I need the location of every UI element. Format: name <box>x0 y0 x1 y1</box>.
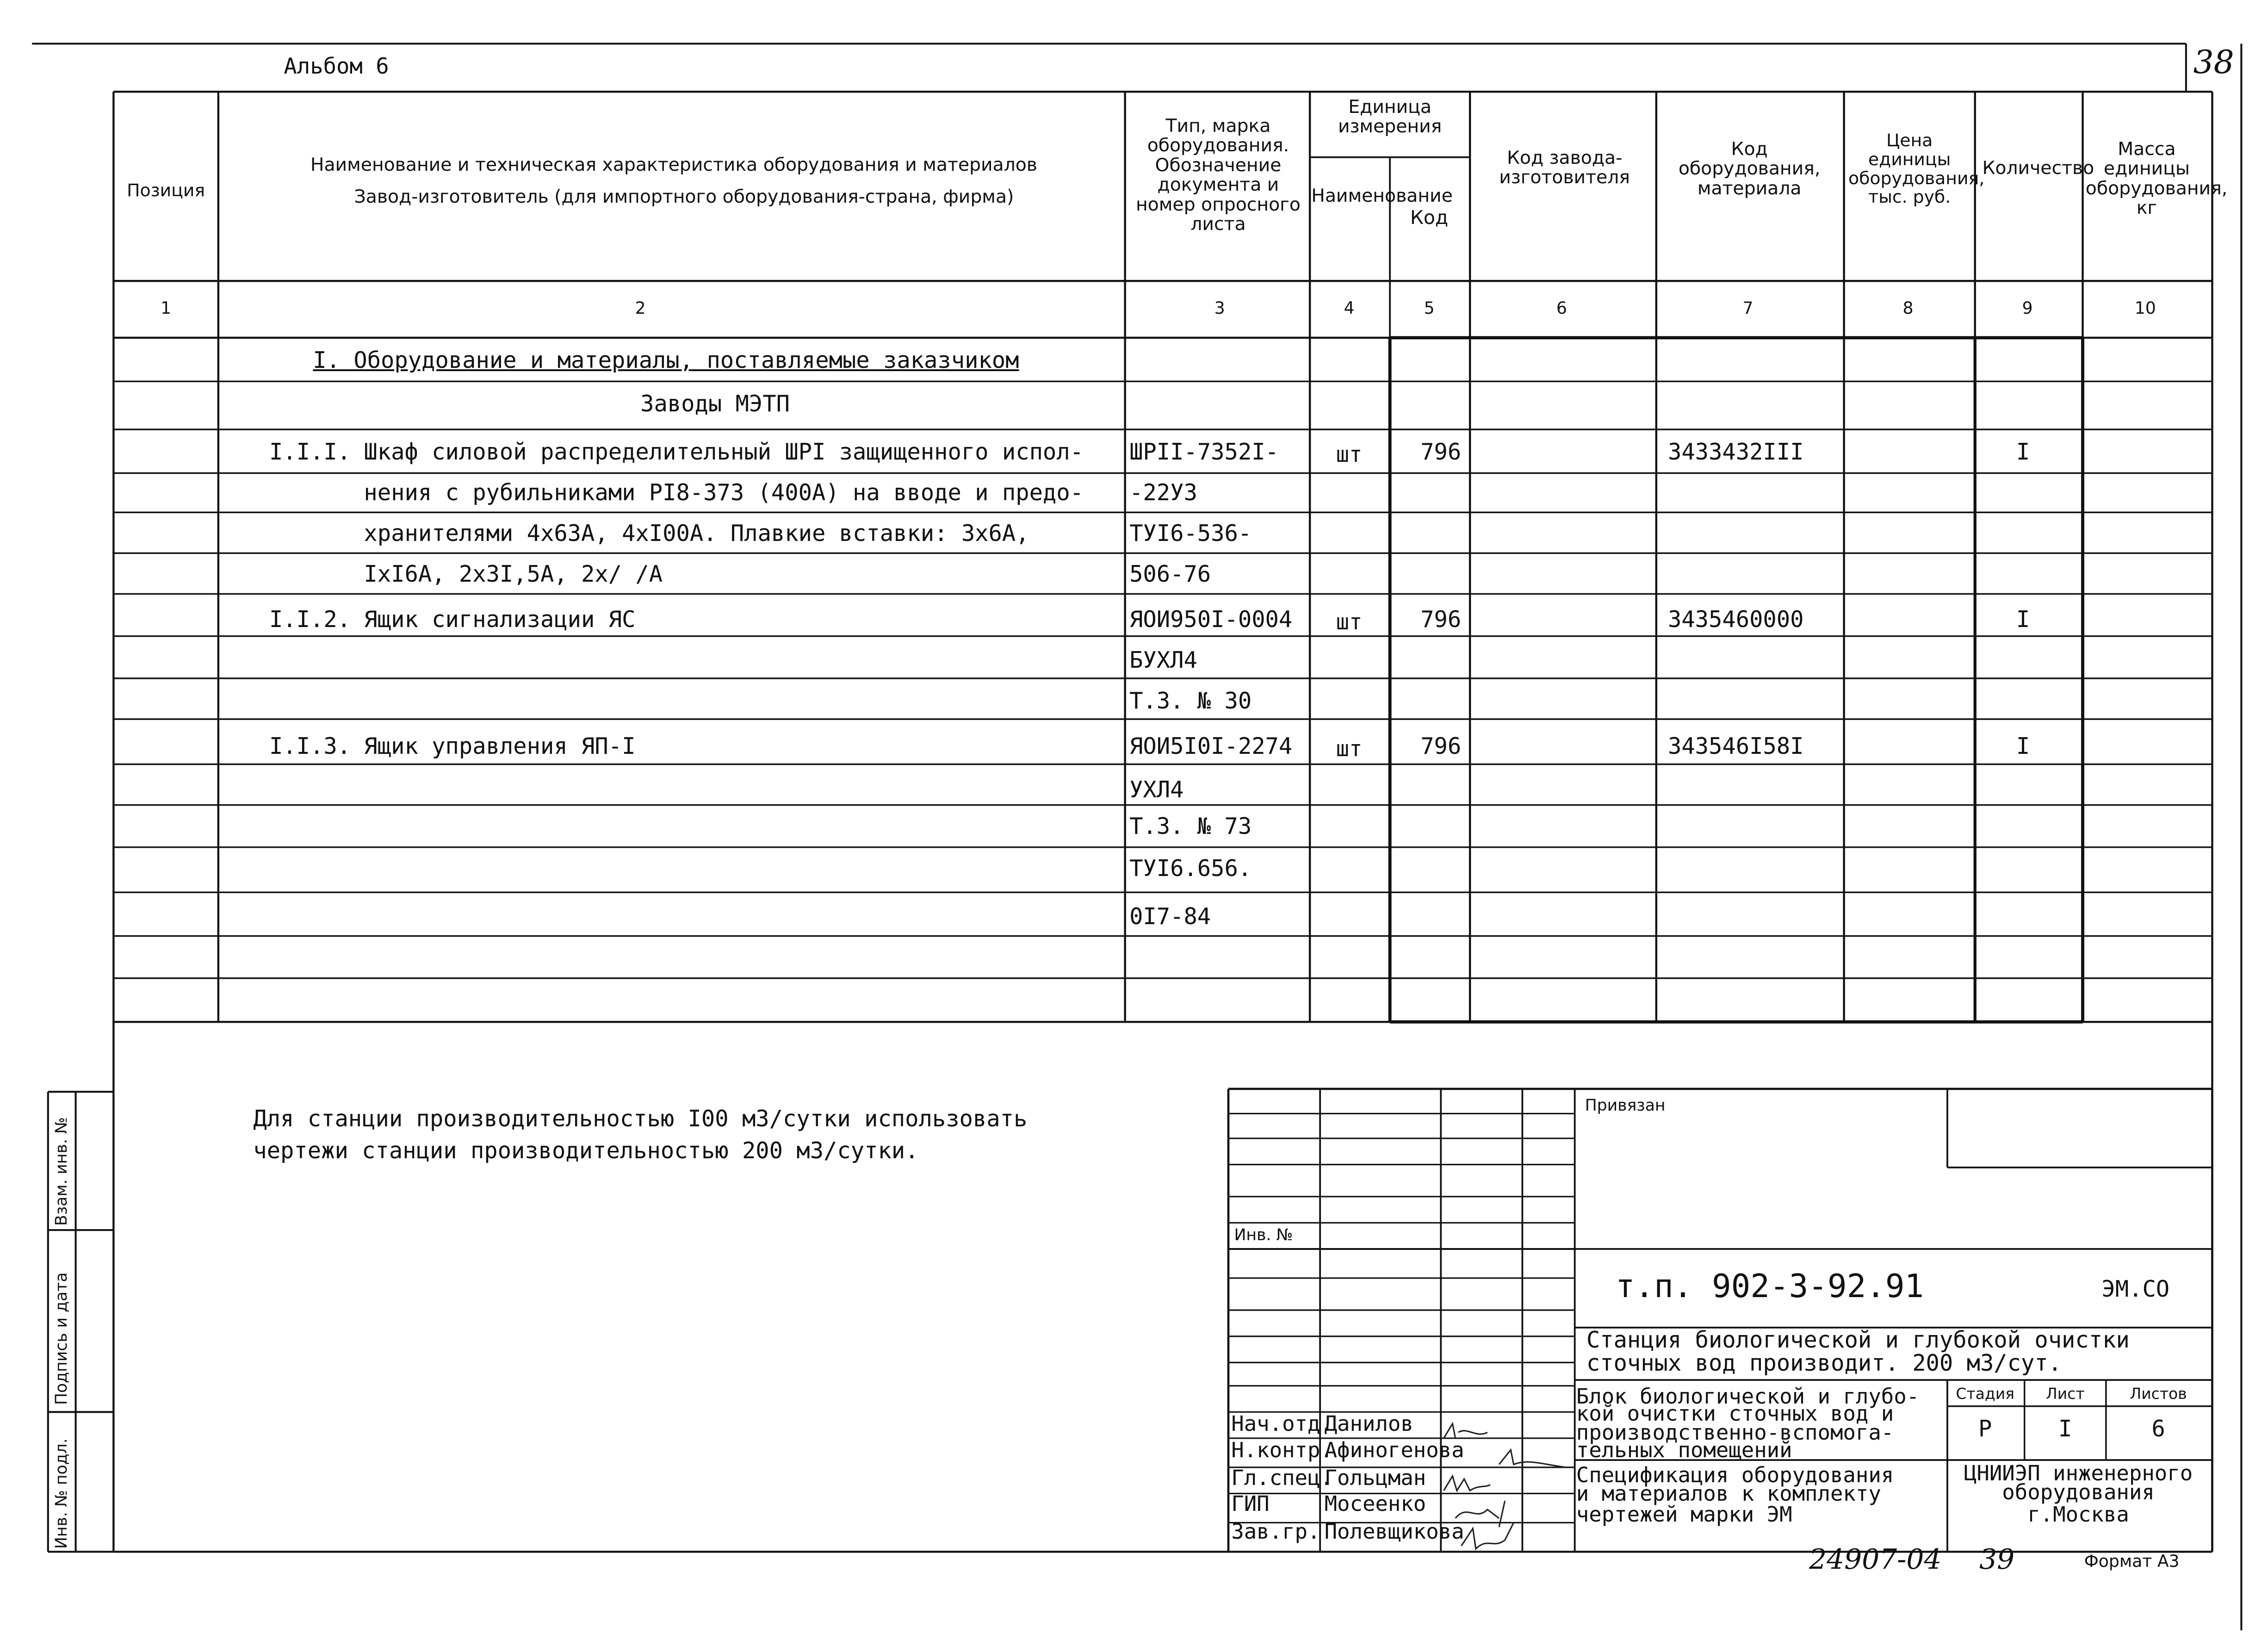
header-unit-code: Код <box>1410 206 1449 229</box>
organization-line2: оборудования <box>2002 1480 2155 1505</box>
row-equipment-code: 3435460000 <box>1667 606 1804 633</box>
side-stamp-podpis-data: Подпись и дата <box>52 1272 71 1405</box>
handwritten-signature <box>1444 1423 1487 1438</box>
row-name: Ящик сигнализации ЯС <box>364 606 636 633</box>
header-equip-code: Код оборудования, материала <box>1678 138 1821 199</box>
row-name: Шкаф силовой распределительный ШРI защищенного испол- <box>364 439 1084 466</box>
column-number: 2 <box>635 298 646 318</box>
spec-line1: Спецификация оборудования <box>1576 1462 1894 1487</box>
document-suffix: ЭМ.СО <box>2101 1276 2170 1302</box>
row-type: Т.З. № 30 <box>1129 688 1252 714</box>
row-unit: шт <box>1336 609 1363 635</box>
spec-line2: и материалов к комплекту <box>1576 1481 1881 1506</box>
signature-name: Афиногенова <box>1324 1438 1464 1463</box>
project-line2: сточных вод производит. 200 м3/сут. <box>1586 1350 2062 1377</box>
row-type: ШРII-7352I- <box>1129 439 1279 466</box>
document-code: т.п. 902-3-92.91 <box>1615 1268 1924 1305</box>
section-title: I. Оборудование и материалы, поставляемые заказчиком <box>313 347 1019 373</box>
row-name: Ящик управления ЯП-I <box>364 733 636 759</box>
spec-line3: чертежей марки ЭМ <box>1576 1502 1792 1527</box>
privyazan-label: Привязан <box>1585 1096 1666 1115</box>
column-number: 5 <box>1424 298 1435 318</box>
column-number: 6 <box>1556 298 1567 318</box>
signature-name: Мосеенко <box>1324 1491 1426 1516</box>
row-quantity: I <box>2016 439 2030 466</box>
note-line1: Для станции производительностью I00 м3/сутки использовать <box>253 1106 1028 1132</box>
signature-name: Полевщикова <box>1324 1519 1464 1544</box>
signature-name: Гольцман <box>1324 1465 1426 1490</box>
stage-label: Стадия <box>1956 1384 2015 1403</box>
column-number: 1 <box>161 298 172 318</box>
footer-page-number: 39 <box>1979 1543 2015 1576</box>
block-line2: кой очистки сточных вод и <box>1576 1401 1894 1426</box>
row-type: ТУI6.656. <box>1129 855 1252 882</box>
row-unit-code: 796 <box>1420 733 1462 759</box>
row-type: 506-76 <box>1129 561 1211 588</box>
row-position: I.I.I. <box>269 439 351 466</box>
note-line2: чертежи станции производительностью 200 м3/сутки. <box>253 1138 919 1164</box>
header-mass: Масса единицы оборудования, кг <box>2085 138 2228 219</box>
row-name: IхI6А, 2х3I,5А, 2х/ /А <box>364 561 663 588</box>
row-position: I.I.2. <box>269 606 351 633</box>
handwritten-signature <box>1461 1522 1513 1549</box>
side-stamp-vzam-inv: Взам. инв. № <box>52 1117 71 1226</box>
handwritten-signature <box>1499 1450 1566 1467</box>
signature-name: Данилов <box>1324 1411 1413 1436</box>
row-unit: шт <box>1336 736 1363 762</box>
header-maker-code: Код завода-изготовителя <box>1499 147 1630 188</box>
signature-role: Н.контр. <box>1231 1438 1333 1463</box>
signature-role: Гл.спец. <box>1231 1465 1333 1490</box>
row-type: БУХЛ4 <box>1129 647 1197 673</box>
row-name: хранителями 4х63А, 4хI00А. Плавкие вставки: 3х6А, <box>364 521 1029 547</box>
row-type: ТУI6-536- <box>1129 521 1252 547</box>
row-equipment-code: 3433432III <box>1667 439 1804 466</box>
row-unit-code: 796 <box>1420 439 1462 466</box>
archive-number: 24907-04 <box>1809 1543 1942 1576</box>
album-label: Альбом 6 <box>284 53 389 79</box>
header-name-line2: Завод-изготовитель (для импортного оборудования-страна, фирма) <box>354 186 1014 207</box>
handwritten-signature <box>1444 1476 1491 1491</box>
header-position: Позиция <box>127 180 205 201</box>
signature-role: ГИП <box>1231 1491 1270 1516</box>
header-unit-name: Наименование <box>1311 185 1453 206</box>
column-number: 3 <box>1214 298 1225 318</box>
sheets-value: 6 <box>2151 1416 2165 1442</box>
column-number: 7 <box>1742 298 1754 318</box>
row-type: -22У3 <box>1129 480 1197 506</box>
row-type: ЯОИ950I-0004 <box>1129 606 1293 633</box>
organization-line1: ЦНИИЭП инженерного <box>1964 1461 2193 1486</box>
row-position: I.I.3. <box>269 733 351 759</box>
header-unit-group: Единица измерения <box>1338 96 1442 137</box>
block-line3: производственно-вспомога- <box>1576 1420 1894 1445</box>
header-type: Тип, марка оборудования. Обозначение документа и номер опросного листа <box>1135 115 1301 235</box>
signature-role: Зав.гр. <box>1231 1519 1320 1544</box>
row-equipment-code: 343546I58I <box>1667 733 1804 759</box>
header-price: Цена единицы оборудования, тыс. руб. <box>1848 130 1985 207</box>
row-type: УХЛ4 <box>1129 777 1184 803</box>
stage-value: Р <box>1978 1416 1992 1442</box>
row-quantity: I <box>2016 606 2030 633</box>
signature-role: Нач.отд. <box>1231 1411 1333 1436</box>
row-quantity: I <box>2016 733 2030 759</box>
column-number: 9 <box>2022 298 2033 318</box>
row-unit-code: 796 <box>1420 606 1462 633</box>
row-name: нения с рубильниками РI8-373 (400А) на вводе и предо- <box>364 480 1084 506</box>
header-name-line1: Наименование и техническая характеристика оборудования и материалов <box>310 154 1037 175</box>
header-qty: Количество <box>1982 157 2094 179</box>
side-stamp-inv-podl: Инв. № подл. <box>52 1438 71 1549</box>
sheet-label: Лист <box>2045 1384 2085 1403</box>
block-line1: Блок биологической и глубо- <box>1576 1384 1920 1409</box>
subsection-title: Заводы МЭТП <box>640 391 790 417</box>
row-type: Т.З. № 73 <box>1129 813 1252 839</box>
paper-format: Формат А3 <box>2084 1551 2180 1572</box>
row-type: 0I7-84 <box>1129 903 1211 930</box>
column-number: 10 <box>2134 298 2156 318</box>
inv-no-label: Инв. № <box>1234 1225 1293 1244</box>
organization-line3: г.Москва <box>2027 1502 2129 1527</box>
sheet-value: I <box>2058 1416 2072 1442</box>
column-number: 4 <box>1344 298 1355 318</box>
page-number: 38 <box>2193 43 2234 81</box>
row-unit: шт <box>1336 442 1363 468</box>
block-line4: тельных помещений <box>1576 1438 1792 1463</box>
sheets-label: Листов <box>2130 1384 2187 1403</box>
project-line1: Станция биологической и глубокой очистки <box>1586 1327 2130 1354</box>
column-number: 8 <box>1902 298 1914 318</box>
row-type: ЯОИ5I0I-2274 <box>1129 733 1293 759</box>
